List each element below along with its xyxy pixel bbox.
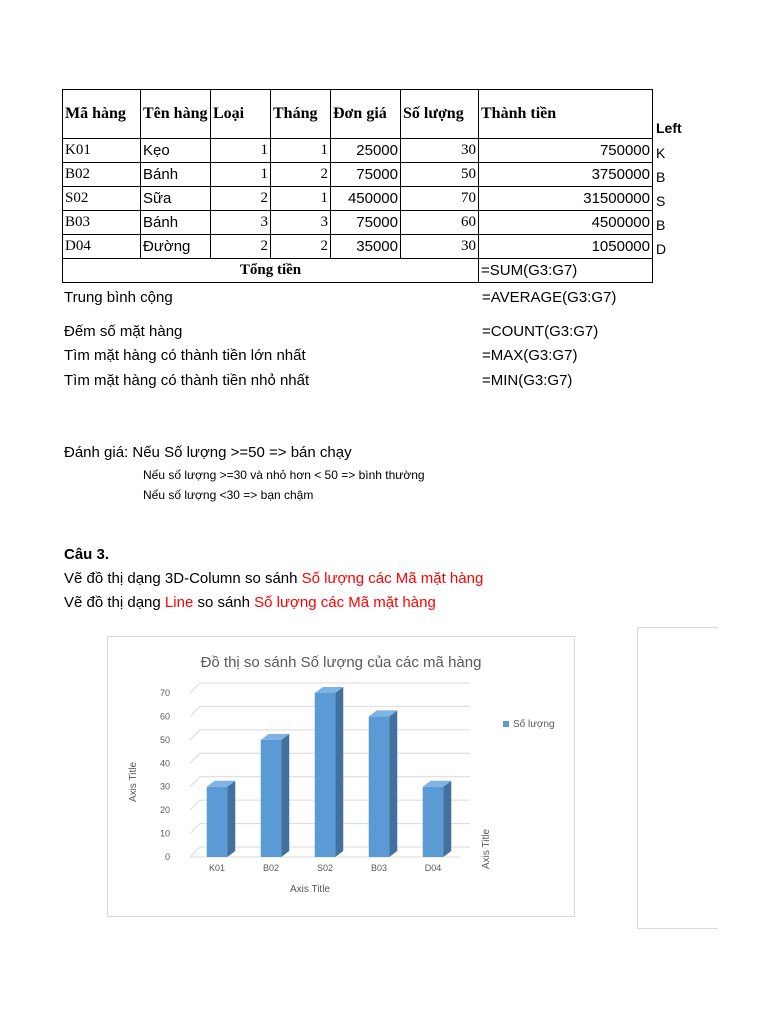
cell-ma: K01 [63,139,141,163]
stat-label: Tìm mặt hàng có thành tiền nhỏ nhất [64,372,310,389]
gridline-side [190,847,200,857]
header-so-luong: Số lượng [401,90,479,139]
cell-so-luong: 30 [401,139,479,163]
total-formula: =SUM(G3:G7) [479,259,653,283]
x-axis-title: Axis Title [289,884,331,895]
y-axis-title: Axis Title [128,761,139,803]
question-text: so sánh [193,594,255,611]
total-row [63,259,653,283]
cell-thang: 2 [271,163,331,187]
x-tick-label: B03 [370,863,388,873]
bar-side [281,734,289,857]
cell-so-luong: 70 [401,187,479,211]
bar-front [315,693,336,857]
left-value: D [656,241,667,257]
cell-ten: Bánh [141,163,211,187]
cell-loai: 2 [211,235,271,259]
cell-loai: 1 [211,139,271,163]
header-thanh-tien: Thành tiền [479,90,653,139]
cell-so-luong: 50 [401,163,479,187]
cell-ma: B02 [63,163,141,187]
evaluation-line: Đánh giá: Nếu Số lượng >=50 => bán chạy [64,444,352,461]
cell-loai: 3 [211,211,271,235]
bar-front [369,716,390,857]
x-tick-label: B02 [262,863,280,873]
cell-don-gia: 75000 [331,211,401,235]
cell-thang: 1 [271,139,331,163]
bar-side [335,687,343,857]
x-tick-label: K01 [208,863,226,873]
header-thang: Tháng [271,90,331,139]
legend-label: Số lượng [513,719,555,730]
y-tick-label: 30 [159,781,170,792]
cell-thanh-tien: 4500000 [479,211,653,235]
stat-label: Đếm số mặt hàng [64,323,183,340]
cell-thang: 2 [271,235,331,259]
cell-loai: 1 [211,163,271,187]
cell-ma: D04 [63,235,141,259]
left-value: S [656,193,666,209]
total-label: Tổng tiền [63,259,479,283]
cell-thanh-tien: 31500000 [479,187,653,211]
question-highlight: Số lượng các Mã mặt hàng [254,594,436,611]
gridline-side [190,683,200,693]
bar-side [443,781,451,857]
cell-thang: 3 [271,211,331,235]
y-tick-label: 10 [159,828,170,839]
y-tick-label: 40 [159,758,170,769]
stat-formula: =MAX(G3:G7) [482,347,578,364]
stat-formula: =COUNT(G3:G7) [482,323,599,340]
cell-thanh-tien: 1050000 [479,235,653,259]
cell-don-gia: 25000 [331,139,401,163]
cell-ten: Kẹo [141,139,211,163]
bar-front [207,787,228,857]
question-highlight: Số lượng các Mã mặt hàng [301,570,484,587]
table-row [63,235,653,259]
legend-swatch [503,721,509,727]
question-text: Vẽ đồ thị dạng 3D-Column so sánh [64,570,302,587]
table-row [63,139,653,163]
stat-label: Trung bình cộng [64,289,173,306]
question-line-1 [64,570,483,588]
left-value: B [656,169,666,185]
cell-ten: Bánh [141,211,211,235]
y-tick-label: 0 [164,852,170,862]
gridline-side [190,824,200,834]
bar-side [227,781,235,857]
chart-svg [108,637,574,916]
header-ten-hang: Tên hàng [141,90,211,139]
cell-loai: 2 [211,187,271,211]
stat-formula: =MIN(G3:G7) [482,372,573,389]
cell-don-gia: 35000 [331,235,401,259]
y-tick-label: 20 [159,805,170,816]
cell-ma: S02 [63,187,141,211]
chart-title: Đồ thị so sánh Số lượng của các mã hàng [200,654,482,671]
second-chart-placeholder[interactable] [637,627,718,929]
gridline-side [190,706,200,716]
stat-formula: =AVERAGE(G3:G7) [482,289,617,306]
question-text: Vẽ đồ thị dạng [64,594,165,611]
header-ma-hang: Mã hàng [63,90,141,139]
stat-label: Tìm mặt hàng có thành tiền lớn nhất [64,347,306,364]
left-value: K [656,145,666,161]
table-header-row [63,90,653,139]
cell-so-luong: 30 [401,235,479,259]
gridline-side [190,753,200,763]
y-tick-label: 60 [159,711,170,722]
evaluation-line: Nếu số lượng <30 => bạn chậm [143,488,314,502]
table-row [63,211,653,235]
cell-thanh-tien: 750000 [479,139,653,163]
y-tick-label: 70 [159,688,170,698]
question-highlight: Line [164,594,194,611]
gridline-side [190,800,200,810]
left-header: Left [656,120,682,136]
header-don-gia: Đơn giá [331,90,401,139]
cell-ma: B03 [63,211,141,235]
chart-container[interactable] [107,636,575,917]
bar-front [261,740,282,857]
data-table [62,89,653,283]
cell-thang: 1 [271,187,331,211]
cell-so-luong: 60 [401,211,479,235]
left-value: B [656,217,666,233]
cell-ten: Đường [141,235,211,259]
table-row [63,163,653,187]
table-row [63,187,653,211]
x-tick-label: S02 [316,863,334,873]
question-title: Câu 3. [64,546,110,563]
bar-front [423,787,444,857]
y-tick-label: 50 [159,734,170,745]
cell-don-gia: 75000 [331,163,401,187]
cell-ten: Sữa [141,187,211,211]
gridline-side [190,777,200,787]
header-loai: Loại [211,90,271,139]
gridline-side [190,730,200,740]
cell-thanh-tien: 3750000 [479,163,653,187]
secondary-axis-title: Axis Title [481,828,492,870]
cell-don-gia: 450000 [331,187,401,211]
evaluation-line: Nếu số lượng >=30 và nhỏ hơn < 50 => bình thường [143,468,425,482]
bar-side [389,710,397,857]
question-line-2 [64,594,436,612]
x-tick-label: D04 [424,863,442,873]
